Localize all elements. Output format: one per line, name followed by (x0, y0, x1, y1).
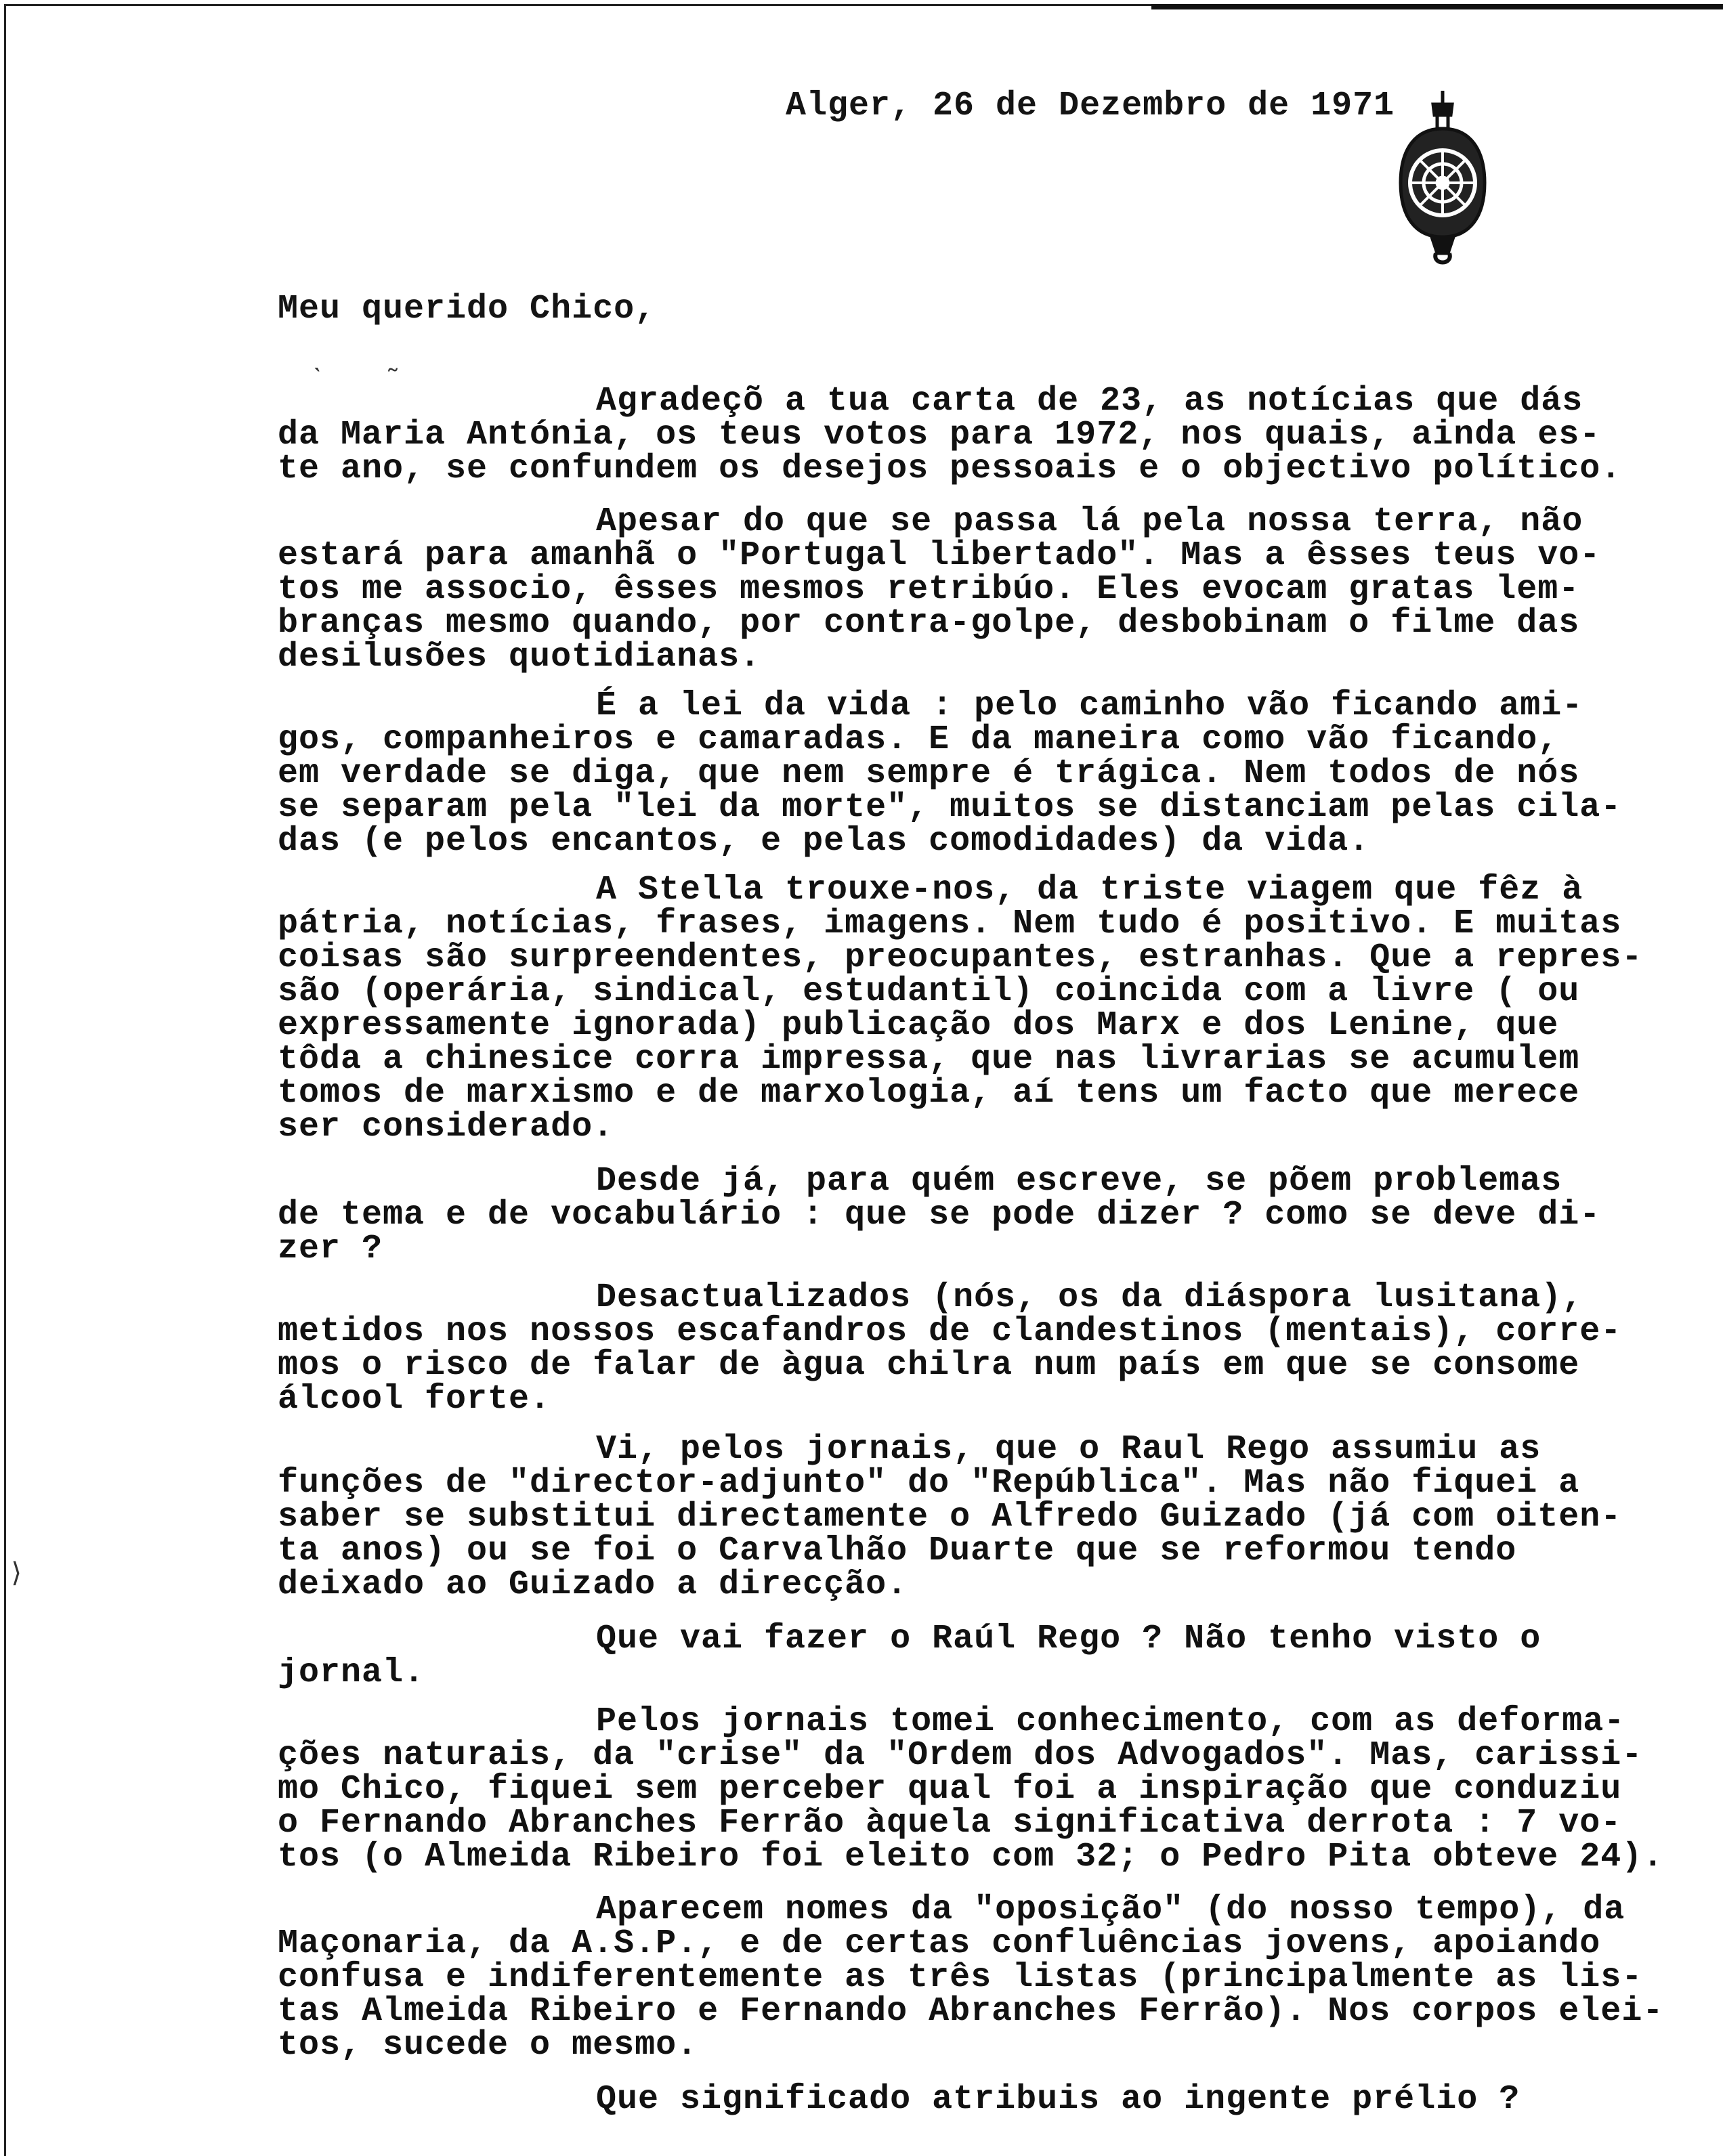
paragraph-line: mos o risco de falar de àgua chilra num país em que se consome (278, 1346, 1580, 1385)
paragraph-line: Desde já, para quém escreve, se põem problemas (596, 1162, 1562, 1201)
paragraph-line: Que significado atribuis ao ingente prélio ? (596, 2080, 1520, 2119)
paragraph-10 (278, 1891, 1664, 2065)
paragraph-6 (278, 1278, 1622, 1419)
stray-ink-mark: ⟩ (8, 1560, 25, 1591)
paragraph-line: A Stella trouxe-nos, da triste viagem que fêz à (596, 871, 1583, 909)
paragraph-line: mo Chico, fiquei sem perceber qual foi a inspiração que conduziu (278, 1770, 1622, 1809)
paragraph-8 (278, 1622, 1598, 1690)
paragraph-line: Maçonaria, da A.S.P., e de certas confluências jovens, apoiando (278, 1924, 1601, 1963)
paragraph-line: Vi, pelos jornais, que o Raul Rego assumiu as (596, 1430, 1541, 1469)
paragraph-line: se separam pela "lei da morte", muitos se distanciam pelas cila- (278, 788, 1622, 827)
paragraph-line: ser considerado. (278, 1108, 614, 1146)
paragraph-line: tomos de marxismo e de marxologia, aí tens um facto que merece (278, 1074, 1580, 1113)
dateline: Alger, 26 de Dezembro de 1971 (786, 87, 1395, 125)
paragraph-line: saber se substitui directamente o Alfredo Guizado (já com oiten- (278, 1498, 1622, 1536)
paragraph-line: tos (o Almeida Ribeiro foi eleito com 32; o Pedro Pita obteve 24). (278, 1838, 1664, 1876)
paragraph-line: tas Almeida Ribeiro e Fernando Abranches Ferrão). Nos corpos elei- (278, 1992, 1664, 2031)
letterhead-emblem-icon (1388, 88, 1497, 278)
paragraph-line: branças mesmo quando, por contra-golpe, desbobinam o filme das (278, 604, 1580, 643)
paragraph-11 (278, 2080, 1598, 2119)
paragraph-9 (278, 1702, 1664, 1876)
paragraph-line: de tema e de vocabulário : que se pode dizer ? como se deve di- (278, 1196, 1601, 1234)
paragraph-line: Que vai fazer o Raúl Rego ? Não tenho visto o (596, 1620, 1541, 1658)
paragraph-line: confusa e indiferentemente as três listas (principalmente as lis- (278, 1958, 1643, 1997)
paragraph-line: Agradeçõ a tua carta de 23, as notícias que dás (596, 382, 1583, 421)
paragraph-3 (278, 687, 1622, 861)
paragraph-line: estará para amanhã o "Portugal libertado". Mas a êsses teus vo- (278, 536, 1601, 575)
paragraph-line: Aparecem nomes da "oposição" (do nosso tempo), da (596, 1891, 1625, 1929)
paragraph-line: gos, companheiros e camaradas. E da maneira como vão ficando, (278, 720, 1559, 759)
paragraph-line: funções de "director-adjunto" do "República". Mas não fiquei a (278, 1464, 1580, 1503)
paragraph-line: coisas são surpreendentes, preocupantes, estranhas. Que a repres- (278, 939, 1643, 977)
paragraph-line: tôda a chinesice corra impressa, que nas livrarias se acumulem (278, 1040, 1580, 1079)
paragraph-line: zer ? (278, 1230, 383, 1268)
paragraph-1 (278, 382, 1622, 488)
paragraph-line: metidos nos nossos escafandros de clandestinos (mentais), corre- (278, 1312, 1622, 1351)
paragraph-line: das (e pelos encantos, e pelas comodidades) da vida. (278, 822, 1370, 861)
paragraph-line: Desactualizados (nós, os da diáspora lusitana), (596, 1278, 1583, 1317)
paragraph-7 (278, 1430, 1622, 1604)
paragraph-2 (278, 502, 1601, 676)
paragraph-line: pátria, notícias, frases, imagens. Nem tudo é positivo. E muitas (278, 905, 1622, 943)
paragraph-line: da Maria Antónia, os teus votos para 1972, nos quais, ainda es- (278, 416, 1601, 454)
salutation: Meu querido Chico, (278, 290, 656, 328)
paragraph-line: Apesar do que se passa lá pela nossa terra, não (596, 502, 1583, 541)
paragraph-line: são (operária, sindical, estudantil) coincida com a livre ( ou (278, 972, 1580, 1011)
paragraph-5 (278, 1162, 1601, 1268)
paragraph-line: ta anos) ou se foi o Carvalhão Duarte que se reformou tendo (278, 1532, 1517, 1570)
paragraph-line: deixado ao Guizado a direcção. (278, 1566, 908, 1604)
paragraph-line: Pelos jornais tomei conhecimento, com as deforma- (596, 1702, 1625, 1741)
paragraph-line: É a lei da vida : pelo caminho vão ficando ami- (596, 687, 1583, 725)
paragraph-line: álcool forte. (278, 1380, 551, 1419)
paragraph-line: tos me associo, êsses mesmos retribúo. Eles evocam gratas lem- (278, 570, 1580, 609)
paragraph-line: ções naturais, da "crise" da "Ordem dos Advogados". Mas, carissi- (278, 1736, 1643, 1775)
paragraph-line: jornal. (278, 1654, 425, 1692)
paragraph-4 (278, 871, 1643, 1146)
paragraph-line: em verdade se diga, que nem sempre é trágica. Nem todos de nós (278, 754, 1580, 793)
paragraph-line: expressamente ignorada) publicação dos Marx e dos Lenine, que (278, 1006, 1559, 1045)
paragraph-line: o Fernando Abranches Ferrão àquela significativa derrota : 7 vo- (278, 1804, 1622, 1842)
paragraph-line: te ano, se confundem os desejos pessoais e o objectivo político. (278, 450, 1622, 488)
paragraph-line: desilusões quotidianas. (278, 638, 761, 676)
stray-ink-mark: ˜ (385, 366, 402, 396)
top-edge-rule (1151, 4, 1723, 9)
stray-ink-mark: ˋ (310, 366, 327, 396)
paragraph-line: tos, sucede o mesmo. (278, 2026, 698, 2065)
